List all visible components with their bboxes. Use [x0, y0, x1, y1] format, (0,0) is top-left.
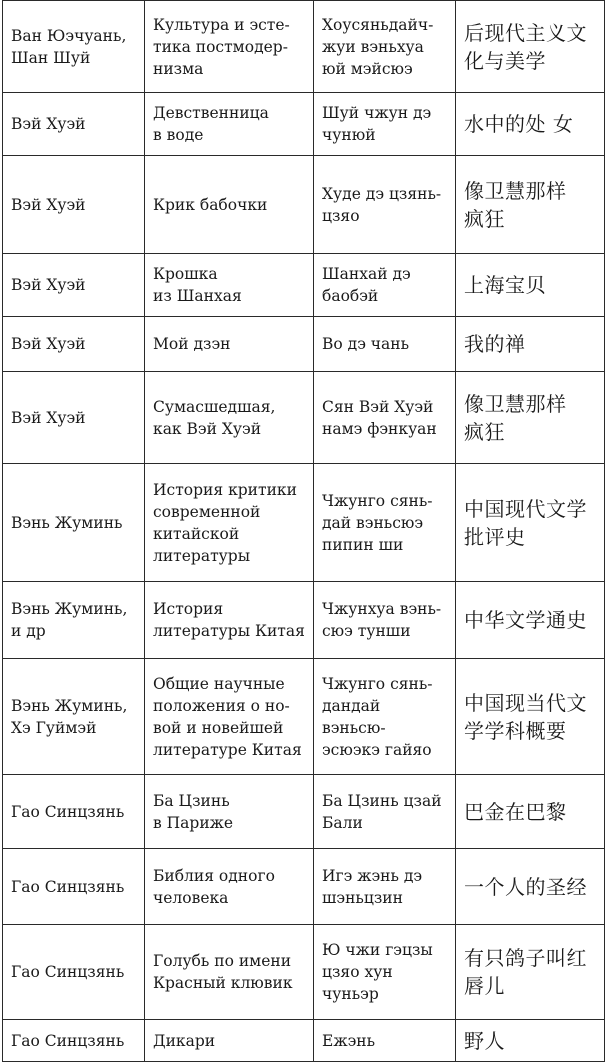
author-cell: Вэнь Жуминь	[3, 464, 145, 582]
title-pinyin-cell: Сян Вэй Хуэй намэ фэнкуан	[314, 372, 456, 464]
title-zh-cell: 有只鸽子叫红 唇儿	[456, 925, 605, 1020]
title-pinyin-cell: Чжунго сянь- дандай вэньсю- эсюэкэ гайяо	[314, 659, 456, 775]
title-ru-cell: Библия одного человека	[145, 849, 314, 925]
table-row	[3, 775, 605, 849]
table-row	[3, 659, 605, 775]
table-row	[3, 254, 605, 317]
title-pinyin-cell: Худе дэ цзянь- цзяо	[314, 156, 456, 254]
title-ru-cell: Голубь по имени Красный клювик	[145, 925, 314, 1020]
title-pinyin-cell: Во дэ чань	[314, 317, 456, 372]
title-ru-cell: Общие научные положения о но- вой и новейшей литературе Китая	[145, 659, 314, 775]
table-row	[3, 849, 605, 925]
title-pinyin-cell: Хоусяньдайч- жуи вэньхуа юй мэйсюэ	[314, 1, 456, 93]
bibliography-body	[3, 1, 605, 1062]
title-zh-cell: 像卫慧那样 疯狂	[456, 156, 605, 254]
title-pinyin-cell: Шуй чжун дэ чунюй	[314, 93, 456, 156]
title-pinyin-cell: Ба Цзинь цзай Бали	[314, 775, 456, 849]
author-cell: Гао Синцзянь	[3, 1020, 145, 1062]
title-ru-cell: История литературы Китая	[145, 582, 314, 659]
title-zh-cell: 后现代主义文 化与美学	[456, 1, 605, 93]
title-pinyin-cell: Чжунхуа вэнь- сюэ тунши	[314, 582, 456, 659]
bibliography-table	[2, 0, 605, 1062]
author-cell: Вэй Хуэй	[3, 372, 145, 464]
title-pinyin-cell: Ю чжи гэцзы цзяо хун чуньэр	[314, 925, 456, 1020]
title-zh-cell: 水中的处 女	[456, 93, 605, 156]
title-pinyin-cell: Шанхай дэ баобэй	[314, 254, 456, 317]
table-row	[3, 156, 605, 254]
title-ru-cell: Крик бабочки	[145, 156, 314, 254]
author-cell: Вэй Хуэй	[3, 156, 145, 254]
author-cell: Вэнь Жуминь, и др	[3, 582, 145, 659]
table-row	[3, 317, 605, 372]
table-row	[3, 925, 605, 1020]
title-zh-cell: 我的禅	[456, 317, 605, 372]
title-zh-cell: 上海宝贝	[456, 254, 605, 317]
title-ru-cell: Сумасшедшая, как Вэй Хуэй	[145, 372, 314, 464]
title-zh-cell: 野人	[456, 1020, 605, 1062]
author-cell: Вэй Хуэй	[3, 254, 145, 317]
title-ru-cell: Культура и эсте- тика постмодер- низма	[145, 1, 314, 93]
title-zh-cell: 巴金在巴黎	[456, 775, 605, 849]
title-zh-cell: 像卫慧那样 疯狂	[456, 372, 605, 464]
author-cell: Гао Синцзянь	[3, 849, 145, 925]
title-zh-cell: 中华文学通史	[456, 582, 605, 659]
table-row	[3, 1020, 605, 1062]
table-row	[3, 372, 605, 464]
author-cell: Гао Синцзянь	[3, 925, 145, 1020]
title-zh-cell: 中国现当代文 学学科概要	[456, 659, 605, 775]
title-ru-cell: Крошка из Шанхая	[145, 254, 314, 317]
title-ru-cell: Мой дзэн	[145, 317, 314, 372]
table-row	[3, 464, 605, 582]
author-cell: Вэй Хуэй	[3, 93, 145, 156]
title-pinyin-cell: Игэ жэнь дэ шэньцзин	[314, 849, 456, 925]
author-cell: Вэй Хуэй	[3, 317, 145, 372]
title-pinyin-cell: Чжунго сянь- дай вэньсюэ пипин ши	[314, 464, 456, 582]
title-ru-cell: Девственница в воде	[145, 93, 314, 156]
table-row	[3, 1, 605, 93]
title-pinyin-cell: Ежэнь	[314, 1020, 456, 1062]
title-zh-cell: 中国现代文学 批评史	[456, 464, 605, 582]
table-row	[3, 93, 605, 156]
author-cell: Ван Юэчуань, Шан Шуй	[3, 1, 145, 93]
title-ru-cell: Дикари	[145, 1020, 314, 1062]
author-cell: Гао Синцзянь	[3, 775, 145, 849]
title-ru-cell: Ба Цзинь в Париже	[145, 775, 314, 849]
author-cell: Вэнь Жуминь, Хэ Гуймэй	[3, 659, 145, 775]
table-row	[3, 582, 605, 659]
title-ru-cell: История критики современной китайской литературы	[145, 464, 314, 582]
title-zh-cell: 一个人的圣经	[456, 849, 605, 925]
